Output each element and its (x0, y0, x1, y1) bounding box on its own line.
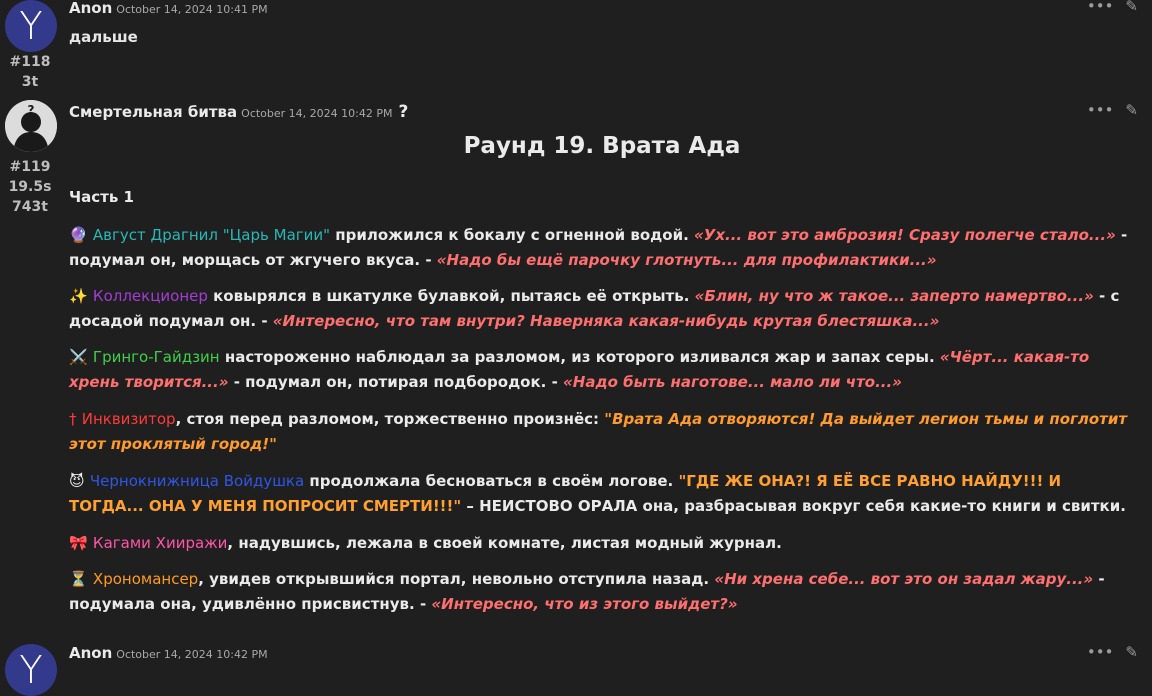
paragraph-3 (69, 345, 1135, 395)
shout: "ГДЕ ЖЕ ОНА?! Я ЕЁ ВСЕ РАВНО НАЙДУ!!! И ТОГДА... ОНА У МЕНЯ ПОПРОСИТ СМЕРТИ!!!" (69, 472, 1062, 515)
narration: – НЕИСТОВО ОРАЛА она, разбрасывая вокруг себя какие-то книги и свитки. (461, 497, 1126, 515)
post-stats (0, 157, 60, 217)
character-name: Инквизитор (81, 410, 176, 428)
post-date: October 14, 2024 10:42 PM (116, 648, 268, 661)
token-count: 743t (12, 199, 48, 215)
narration: , увидев открывшийся портал, невольно отступила назад. (198, 570, 715, 588)
svg-text:?: ? (27, 103, 35, 117)
character-name: Коллекционер (92, 287, 208, 305)
post-number[interactable]: #118 (9, 54, 51, 70)
narration: продолжала бесноваться в своём логове. (304, 472, 679, 490)
narration: - подумал он, морщась от жгучего вкуса. - (69, 226, 1128, 269)
post-number[interactable]: #119 (9, 159, 51, 175)
time-taken: 19.5s (8, 179, 52, 195)
character-name: Чернокнижница Войдушка (89, 472, 305, 490)
character-name: Август Драгнил "Царь Магии" (92, 226, 331, 244)
post-header (69, 0, 268, 17)
post-date: October 14, 2024 10:42 PM (241, 107, 393, 120)
paragraph-5 (69, 469, 1135, 519)
cross-icon: † (69, 410, 77, 428)
edit-icon[interactable]: ✎ (1125, 101, 1138, 119)
paragraph-2 (69, 284, 1135, 334)
post-body: дальше (69, 28, 138, 46)
quote: «Надо бы ещё парочку глотнуть... для профилактики...» (436, 251, 937, 269)
quote: «Ни хрена себе... вот это он задал жару...» (714, 570, 1094, 588)
narration: - с досадой подумал он. - (69, 287, 1120, 330)
more-options-icon[interactable]: ••• (1086, 0, 1114, 15)
quote: «Блин, ну что ж такое... заперто намертво...» (694, 287, 1094, 305)
edit-icon[interactable]: ✎ (1125, 643, 1138, 661)
post-header (69, 102, 408, 122)
more-options-icon[interactable]: ••• (1086, 643, 1114, 661)
post-header (69, 644, 268, 662)
post-title: Раунд 19. Врата Ада (463, 133, 741, 159)
devil-face-icon: 😈 (69, 472, 85, 490)
narration: - подумал он, потирая подбородок. - (228, 373, 564, 391)
character-name: Хрономансер (92, 570, 199, 588)
quote: «Надо быть наготове... мало ли что...» (563, 373, 902, 391)
more-options-icon[interactable]: ••• (1086, 101, 1114, 119)
post-date: October 14, 2024 10:41 PM (116, 3, 268, 16)
narration: , стоя перед разломом, торжественно произнёс: (175, 410, 605, 428)
author-name[interactable]: Anon (69, 0, 113, 17)
paragraph-7 (69, 567, 1135, 617)
character-name: Кагами Хииражи (92, 534, 228, 552)
token-count: 3t (21, 74, 39, 90)
crossed-swords-icon: ⚔️ (69, 348, 88, 366)
paragraph-1 (69, 223, 1135, 273)
avatar[interactable] (5, 100, 57, 152)
post-stats (0, 52, 60, 92)
character-name: Гринго-Гайдзин (92, 348, 220, 366)
author-name[interactable]: Anon (69, 644, 113, 662)
quote: "Врата Ада отворяются! Да выйдет легион тьмы и поглотит этот проклятый город!" (69, 410, 1128, 453)
silhouette-icon (5, 100, 57, 152)
quote: «Интересно, что из этого выйдет?» (431, 595, 738, 613)
post-tools (1075, 643, 1138, 661)
post-tools (1075, 101, 1138, 119)
narration: - подумала она, удивлённо присвистнув. - (69, 570, 1105, 613)
post-tools (1075, 0, 1138, 15)
section-heading: Часть 1 (69, 188, 134, 206)
quote: «Чёрт... какая-то хрень творится...» (69, 348, 1090, 391)
narration: ковырялся в шкатулке булавкой, пытаясь её открыть. (207, 287, 695, 305)
edit-icon[interactable]: ✎ (1125, 0, 1138, 15)
narration: приложился к бокалу с огненной водой. (330, 226, 695, 244)
help-icon[interactable]: ? (398, 102, 409, 122)
crystal-ball-icon: 🔮 (69, 226, 88, 244)
sparkles-icon: ✨ (69, 287, 88, 305)
avatar[interactable]: Y (5, 0, 57, 52)
hourglass-icon: ⏳ (69, 570, 88, 588)
quote: «Ух... вот это амброзия! Сразу полегче стало...» (694, 226, 1116, 244)
paragraph-4 (69, 407, 1135, 457)
narration: настороженно наблюдал за разломом, из которого изливался жар и запах серы. (219, 348, 940, 366)
quote: «Интересно, что там внутри? Наверняка какая-нибудь крутая блестяшка...» (272, 312, 940, 330)
author-name[interactable]: Смертельная битва (69, 103, 238, 121)
ribbon-icon: 🎀 (69, 534, 88, 552)
narration: , надувшись, лежала в своей комнате, листая модный журнал. (227, 534, 782, 552)
avatar[interactable]: Y (5, 644, 57, 696)
paragraph-6 (69, 531, 1135, 556)
